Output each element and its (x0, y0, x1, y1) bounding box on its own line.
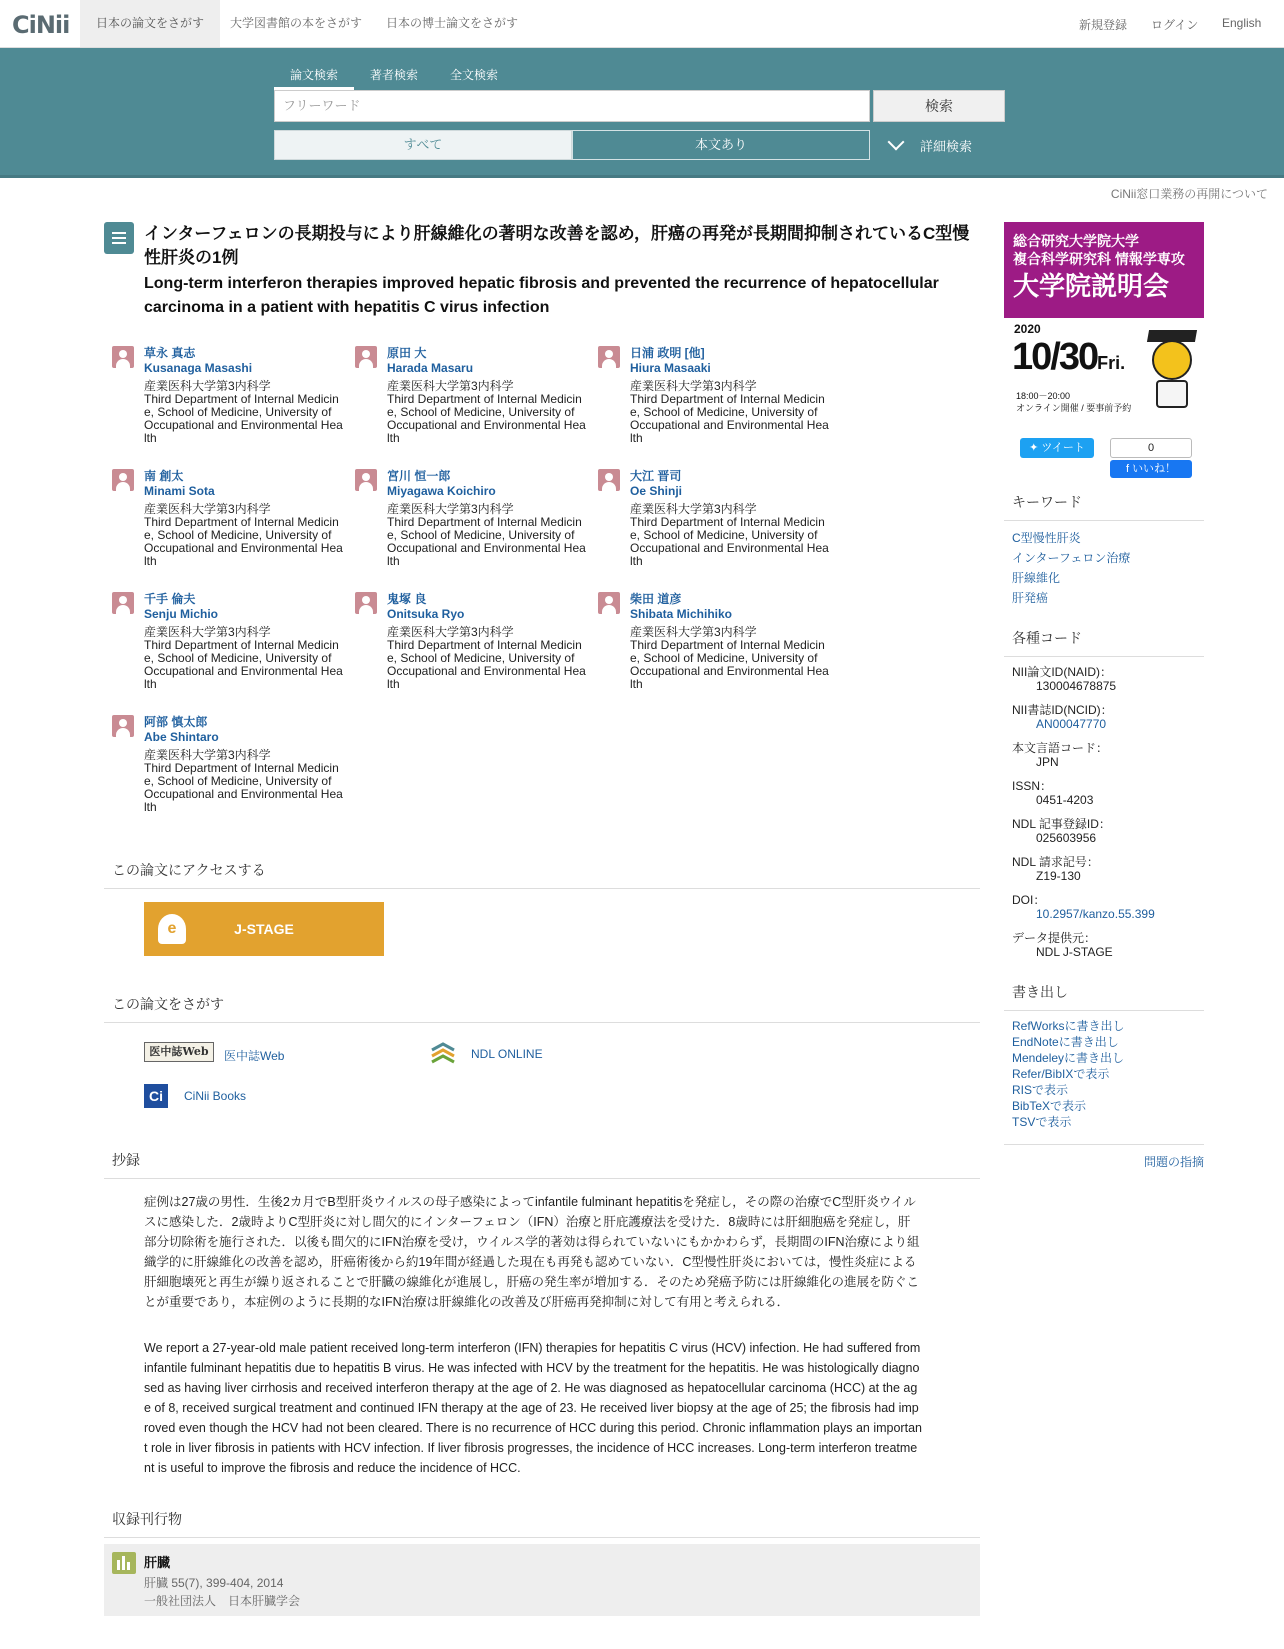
author-card (144, 469, 344, 568)
codes-heading: 各種コード (1004, 628, 1204, 657)
author-avatar-icon (355, 346, 377, 368)
author-avatar-icon (598, 346, 620, 368)
author-affiliation-en: Third Department of Internal Medicine, School of Medicine, University of Occupational and Environmental Health (387, 392, 586, 445)
author-affiliation-en: Third Department of Internal Medicine, School of Medicine, University of Occupational and Environmental Health (144, 761, 343, 814)
ndl-id-label: NDL 記事登録ID： (1012, 817, 1111, 831)
naid-value: 130004678875 (1036, 679, 1117, 693)
author-affiliation-ja: 産業医科大学第3内科学 (144, 379, 271, 393)
tab-author-search[interactable]: 著者検索 (370, 68, 419, 82)
cinii-books-link[interactable]: CiNii Books (184, 1089, 247, 1103)
author-name-en[interactable]: Hiura Masaaki (630, 361, 711, 375)
export-heading: 書き出し (1004, 982, 1204, 1011)
banner-date (1012, 336, 1125, 379)
author-affiliation-ja: 産業医科大学第3内科学 (144, 502, 271, 516)
author-name-en[interactable]: Harada Masaru (387, 361, 474, 375)
tab-books[interactable]: 大学図書館の本をさがす (230, 16, 363, 30)
ndl-callno-label: NDL 請求記号： (1012, 855, 1099, 869)
author-card (630, 346, 830, 445)
author-affiliation-ja: 産業医科大学第3内科学 (387, 502, 514, 516)
journal-publisher: 一般社団法人 日本肝臓学会 (144, 1594, 301, 1608)
journal-card (104, 1544, 980, 1616)
author-affiliation-en: Third Department of Internal Medicine, School of Medicine, University of Occupational and Environmental Health (630, 515, 829, 568)
author-affiliation-en: Third Department of Internal Medicine, School of Medicine, University of Occupational and Environmental Health (144, 638, 343, 691)
author-name-en[interactable]: Abe Shintaro (144, 730, 219, 744)
author-card (630, 592, 830, 691)
like-button[interactable] (1110, 460, 1192, 478)
abstract-ja: 症例は27歳の男性．生後2カ月でB型肝炎ウイルスの母子感染によってinfantile fulminant hepatitisを発症し，その際の治療でC型肝炎ウイルスに感染した．2歳時よりC型肝炎に対し間欠的にインターフェロン（IFN）治療と肝庇護療法を受けた．8歳時には肝細胞癌を発症し，肝部分切除術を施行された．以後も間欠的にIFN治療を受け，ウイルス学的著効は得られていないにもかかわらず，長期間のIFN治療により組織学的に肝線維化の改善を認め，肝癌術後から約19年間が経過した現在も再発も認めていない．C型慢性肝炎においては，慢性炎症による肝細胞壊死と再生が繰り返されることで肝臓の線維化が進展し，肝癌の発生率が増加する．そのため発癌予防には肝線維化の進展を防ぐことが重要であり，本症例のように長期的なIFN治療は肝線維化の改善及び肝癌再発抑制に対して有用と考えられる． (144, 1195, 920, 1309)
language-value: JPN (1036, 755, 1059, 769)
jstage-label: J-STAGE (234, 921, 294, 937)
keyword-link[interactable]: 肝発癌 (1012, 591, 1049, 605)
abstract-heading: 抄録 (104, 1150, 980, 1179)
banner-line2: 複合科学研究科 情報学専攻 (1013, 251, 1185, 267)
export-refer-link[interactable]: Refer/BibIXで表示 (1012, 1067, 1110, 1081)
jstage-button[interactable] (144, 902, 384, 956)
author-name-en[interactable]: Minami Sota (144, 484, 215, 498)
ichushi-link[interactable]: 医中誌Web (224, 1049, 285, 1063)
top-navigation (0, 0, 1284, 48)
ndl-online-link[interactable]: NDL ONLINE (471, 1047, 543, 1061)
banner-date-value: 10/30 (1012, 336, 1098, 378)
author-affiliation-en: Third Department of Internal Medicine, School of Medicine, University of Occupational and Environmental Health (144, 392, 343, 445)
banner-line1: 総合研究大学院大学 (1013, 233, 1139, 249)
cinii-books-icon: Ci (144, 1084, 168, 1108)
author-name-en[interactable]: Senju Michio (144, 607, 219, 621)
banner-time-value: 18:00－20:00 (1016, 391, 1071, 401)
tab-fulltext-search[interactable]: 全文検索 (450, 68, 499, 82)
report-problem-link[interactable]: 問題の指摘 (1143, 1155, 1204, 1169)
author-card (144, 715, 344, 814)
banner-mode: オンライン開催 / 要事前予約 (1016, 403, 1132, 413)
jstage-e-icon: e (158, 914, 186, 944)
provider-label: データ提供元： (1012, 931, 1097, 945)
author-affiliation-ja: 産業医科大学第3内科学 (630, 502, 757, 516)
author-affiliation-en: Third Department of Internal Medicine, School of Medicine, University of Occupational and Environmental Health (144, 515, 343, 568)
author-name-ja[interactable]: 宮川 恒一郎 (387, 469, 451, 483)
advanced-search-label: 詳細検索 (920, 139, 973, 154)
search-button[interactable]: 検索 (873, 90, 1005, 122)
author-affiliation-ja: 産業医科大学第3内科学 (387, 625, 514, 639)
issn-label: ISSN： (1012, 779, 1053, 793)
export-mendeley-link[interactable]: Mendeleyに書き出し (1012, 1051, 1125, 1065)
tab-dissertations[interactable]: 日本の博士論文をさがす (386, 16, 519, 30)
author-affiliation-en: Third Department of Internal Medicine, School of Medicine, University of Occupational and Environmental Health (630, 392, 829, 445)
author-affiliation-en: Third Department of Internal Medicine, School of Medicine, University of Occupational and Environmental Health (387, 638, 586, 691)
mascot-illustration (1144, 326, 1200, 410)
cinii-logo[interactable]: CiNii (12, 11, 70, 39)
banner-year: 2020 (1014, 322, 1041, 336)
author-avatar-icon (598, 469, 620, 491)
article-title-ja: インターフェロンの長期投与により肝線維化の著明な改善を認め，肝癌の再発が長期間抑制されているC型慢性肝炎の1例 (144, 224, 970, 267)
keyword-link[interactable]: C型慢性肝炎 (1012, 531, 1081, 545)
author-avatar-icon (355, 469, 377, 491)
article-title-en: Long-term interferon therapies improved hepatic fibrosis and prevented the recurrence of hepatocellular carcinoma in a patient with hepatitis C virus infection (144, 275, 939, 316)
author-affiliation-ja: 産業医科大学第3内科学 (144, 625, 271, 639)
doi-link[interactable]: 10.2957/kanzo.55.399 (1036, 907, 1155, 921)
author-affiliation-ja: 産業医科大学第3内科学 (630, 379, 757, 393)
author-card (630, 469, 830, 568)
journal-detail: 肝臓 55(7), 399-404, 2014 (144, 1576, 284, 1590)
banner-day: Fri. (1097, 353, 1126, 373)
export-refworks-link[interactable]: RefWorksに書き出し (1012, 1019, 1125, 1033)
tab-article-search[interactable]: 論文検索 (274, 66, 354, 90)
banner-title: 大学院説明会 (1013, 271, 1170, 301)
author-name-ja[interactable]: 南 創太 (144, 469, 184, 483)
journal-name-link[interactable]: 肝臓 (144, 1555, 171, 1570)
filter-fulltext-toggle[interactable]: 本文あり (572, 130, 870, 160)
document-icon (104, 222, 134, 254)
advanced-search-link[interactable] (890, 136, 972, 155)
export-ris-link[interactable]: RISで表示 (1012, 1083, 1069, 1097)
facebook-f-icon: f (1125, 463, 1133, 475)
filter-all-toggle[interactable]: すべて (274, 130, 572, 160)
author-card (387, 469, 587, 568)
like-count: 0 (1110, 438, 1192, 458)
register-link[interactable]: 新規登録 (1079, 18, 1128, 32)
author-name-ja[interactable]: 柴田 道彦 (630, 592, 682, 606)
ichushi-logo: 医中誌Web (144, 1042, 214, 1062)
author-affiliation-ja: 産業医科大学第3内科学 (144, 748, 271, 762)
twitter-bird-icon: ✦ (1029, 442, 1042, 454)
naid-label: NII論文ID(NAID)： (1012, 665, 1112, 679)
author-name-ja[interactable]: 原田 大 (387, 346, 427, 360)
keyword-link[interactable]: 肝線維化 (1012, 571, 1061, 585)
author-name-en[interactable]: Kusanaga Masashi (144, 361, 253, 375)
sidebar-divider (1004, 1144, 1204, 1145)
author-avatar-icon (598, 592, 620, 614)
journal-heading: 収録刊行物 (104, 1509, 980, 1538)
search-input[interactable]: フリーワード (274, 90, 870, 122)
author-name-ja[interactable]: 阿部 慎太郎 (144, 715, 208, 729)
author-affiliation-ja: 産業医科大学第3内科学 (630, 625, 757, 639)
author-name-en[interactable]: Miyagawa Koichiro (387, 484, 496, 498)
author-name-ja[interactable]: 千手 倫夫 (144, 592, 196, 606)
export-bibtex-link[interactable]: BibTeXで表示 (1012, 1099, 1087, 1113)
author-name-en[interactable]: Shibata Michihiko (630, 607, 733, 621)
chevron-down-icon (888, 134, 905, 151)
find-heading: この論文をさがす (104, 994, 980, 1023)
english-link[interactable]: English (1222, 16, 1262, 30)
graduate-school-banner[interactable] (1004, 222, 1204, 416)
author-name-ja[interactable]: 鬼塚 良 (387, 592, 427, 606)
ncid-link[interactable]: AN00047770 (1036, 717, 1107, 731)
author-affiliation-en: Third Department of Internal Medicine, School of Medicine, University of Occupational and Environmental Health (630, 638, 829, 691)
ndl-id-value: 025603956 (1036, 831, 1097, 845)
like-label: いいね！ (1132, 463, 1177, 475)
access-heading: この論文にアクセスする (104, 860, 980, 889)
author-affiliation-ja: 産業医科大学第3内科学 (387, 379, 514, 393)
author-name-en[interactable]: Oe Shinji (630, 484, 683, 498)
notice-link[interactable]: CiNii窓口業務の再開について (1110, 187, 1268, 201)
keywords-heading: キーワード (1004, 492, 1204, 521)
author-card (387, 592, 587, 691)
ndl-online-icon (430, 1040, 456, 1066)
journal-bars-icon (112, 1552, 136, 1574)
ncid-label: NII書誌ID(NCID)： (1012, 703, 1113, 717)
export-tsv-link[interactable]: TSVで表示 (1012, 1115, 1072, 1129)
tweet-label: ツイート (1041, 442, 1085, 454)
banner-time (1016, 390, 1131, 414)
keyword-link[interactable]: インターフェロン治療 (1012, 551, 1131, 565)
author-avatar-icon (112, 469, 134, 491)
ndl-callno-value: Z19-130 (1036, 869, 1081, 883)
author-affiliation-en: Third Department of Internal Medicine, School of Medicine, University of Occupational and Environmental Health (387, 515, 586, 568)
author-avatar-icon (112, 592, 134, 614)
facebook-like[interactable] (1110, 438, 1192, 478)
provider-value: NDL J-STAGE (1036, 945, 1113, 959)
doi-label: DOI： (1012, 893, 1046, 907)
author-card (387, 346, 587, 445)
export-endnote-link[interactable]: EndNoteに書き出し (1012, 1035, 1119, 1049)
tweet-button[interactable] (1020, 438, 1094, 458)
issn-value: 0451-4203 (1036, 793, 1094, 807)
author-avatar-icon (112, 346, 134, 368)
author-name-ja[interactable]: 日浦 政明 [他] (630, 346, 705, 360)
author-name-ja[interactable]: 草永 真志 (144, 346, 196, 360)
language-label: 本文言語コード： (1012, 741, 1109, 755)
author-avatar-icon (112, 715, 134, 737)
tab-articles[interactable]: 日本の論文をさがす (80, 0, 220, 47)
banner-header (1004, 222, 1204, 318)
author-name-en[interactable]: Onitsuka Ryo (387, 607, 465, 621)
author-card (144, 346, 344, 445)
abstract-en: We report a 27-year-old male patient received long-term interferon (IFN) therapies for hepatitis C virus (HCV) infection. He had suffered from infantile fulminant hepatitis due to hepatitis B virus. He was infected with HCV by the treatment for the hepatitis. He was histologically diagnosed as having liver cirrhosis and received interferon therapy at the age of 2. He was diagnosed as hepatocellular carcinoma (HCC) at the age of 8, received surgical treatment and continued IFN therapy at the age of 23. He received liver biopsy at the age of 25; the fibrosis had improved even though the HCV had not been cleared. There is no recurrence of HCC during this period. Chronic inflammation plays an important role in liver fibrosis in patients with HCV infection. If liver fibrosis progresses, the incidence of HCC increases. Long-term interferon treatment is useful to improve the fibrosis and reduce the incidence of HCC. (144, 1341, 922, 1475)
login-link[interactable]: ログイン (1151, 18, 1199, 32)
author-avatar-icon (355, 592, 377, 614)
author-name-ja[interactable]: 大江 晋司 (630, 469, 682, 483)
author-card (144, 592, 344, 691)
